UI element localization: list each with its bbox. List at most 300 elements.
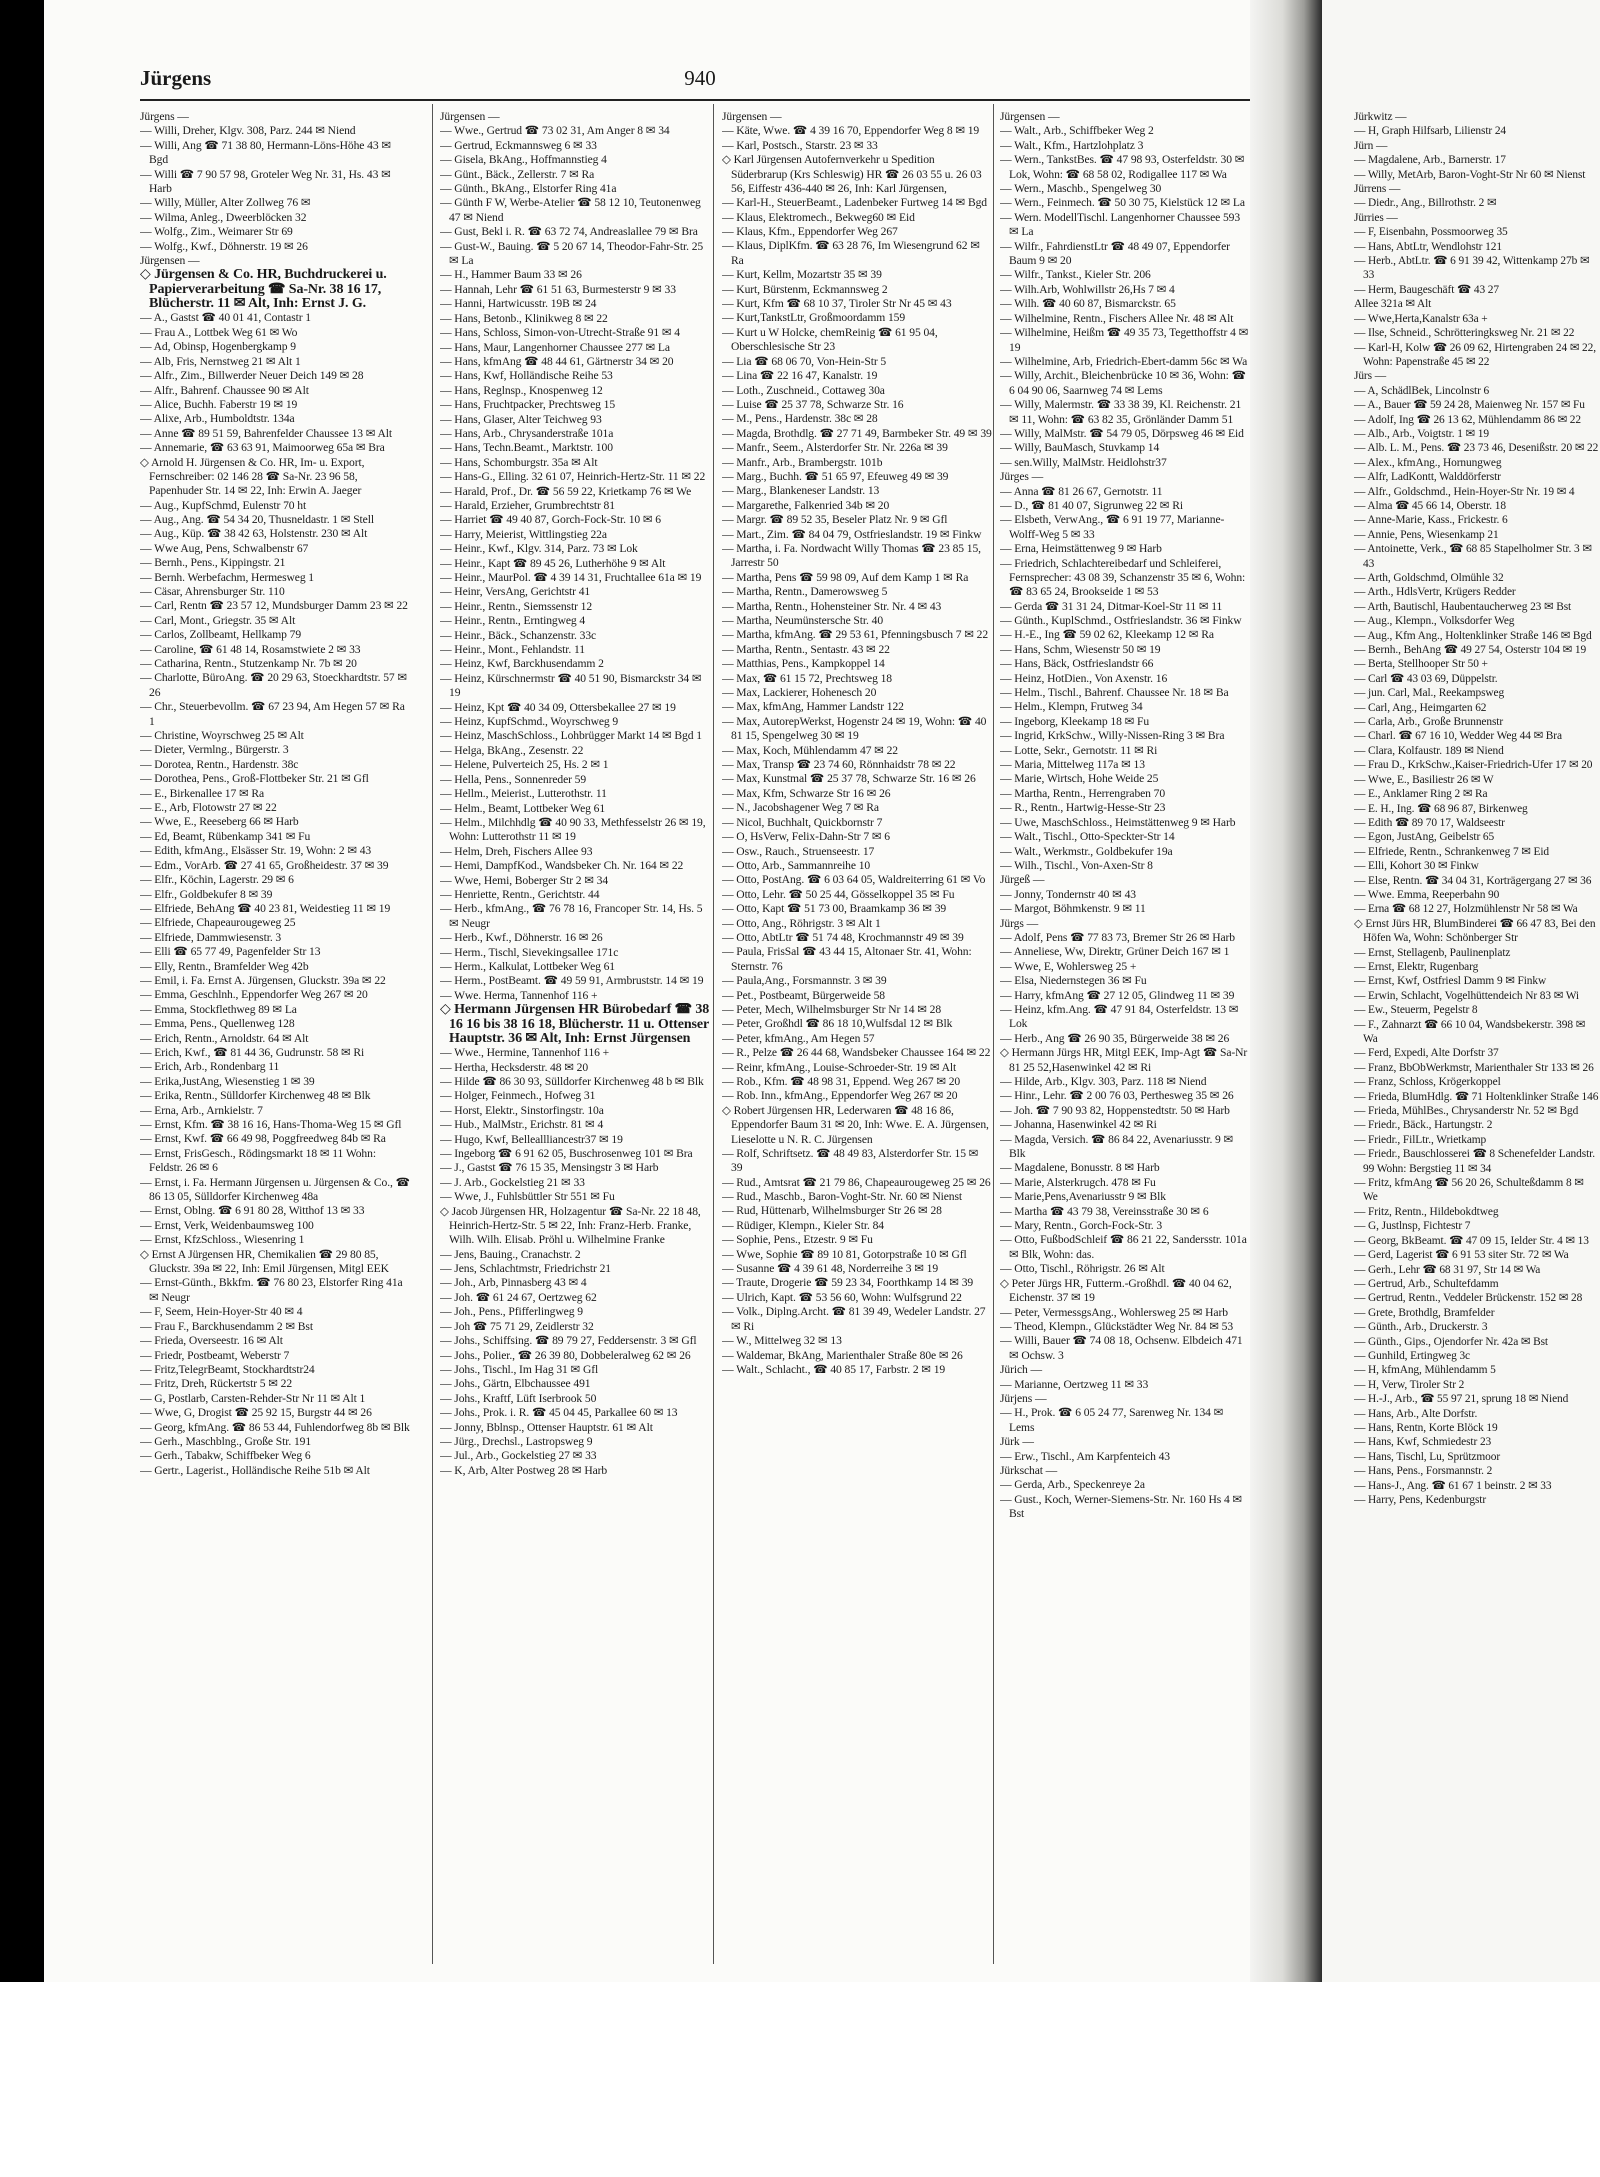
directory-entry: — Herb., kfmAng., ☎ 76 78 16, Francoper Str. 14, Hs. 5 ✉ Neugr <box>440 902 703 930</box>
directory-entry: — Johs., Gärtn, Elbchaussee 491 <box>440 1377 591 1391</box>
directory-entry: — Marg., Buchh. ☎ 51 65 97, Efeuweg 49 ✉ 39 <box>722 469 949 483</box>
directory-entry: — Gerh., Maschblng., Große Str. 191 <box>140 1434 312 1448</box>
directory-entry: — Ferd, Expedi, Alte Dorfstr 37 <box>1354 1047 1499 1060</box>
directory-entry: — Hans, Schloss, Simon-von-Utrecht-Straße 91 ✉ 4 <box>440 326 680 340</box>
directory-entry: — O, HsVerw, Felix-Dahn-Str 7 ✉ 6 <box>722 830 890 844</box>
directory-entry: — Johs., Tischl., Im Hag 31 ✉ Gfl <box>440 1362 599 1376</box>
directory-entry: — Willy, Malermstr. ☎ 33 38 39, Kl. Reichenstr. 21 ✉ 11, Wohn: ☎ 63 82 35, Grönländer Damm 51 <box>1000 398 1242 426</box>
directory-entry: — Bernh., Pens., Kippingstr. 21 <box>140 556 286 570</box>
directory-entry: — Alb. L. M., Pens. ☎ 23 73 46, Desenißstr. 20 ✉ 22 <box>1354 442 1599 455</box>
directory-entry: — Herb., Kwf., Döhnerstr. 16 ✉ 26 <box>440 931 603 945</box>
business-entry: ◇ Hermann Jürgs HR, Mitgl EEK, Imp-Agt ☎ Sa-Nr 81 25 52,Hasenwinkel 42 ✉ Ri <box>1000 1046 1248 1074</box>
directory-entry: — Günth., BkAng., Elstorfer Ring 41a <box>440 182 617 196</box>
directory-entry: — Gerh., Lehr ☎ 68 31 97, Str 14 ✉ Wa <box>1354 1263 1541 1276</box>
directory-column-1 <box>140 110 410 1960</box>
directory-entry: — Ingrid, KrkSchw., Willy-Nissen-Ring 3 ✉ Bra <box>1000 729 1225 743</box>
directory-entry: — Heinr., MaurPol. ☎ 4 39 14 31, Fruchtallee 61a ✉ 19 <box>440 571 702 584</box>
directory-entry: — Erna ☎ 68 12 27, Holzmühlenstr Nr 58 ✉ Wa <box>1354 903 1578 916</box>
directory-entry: — Georg, kfmAng. ☎ 86 53 44, Fuhlendorfweg 8b ✉ Blk <box>140 1420 410 1434</box>
directory-entry: — Johs., Schiffsing. ☎ 89 79 27, Feddersenstr. 3 ✉ Gfl <box>440 1334 697 1348</box>
directory-entry: — Jul., Arb., Gockelstieg 27 ✉ 33 <box>440 1449 597 1463</box>
directory-entry: — Annie, Pens, Wiesenkamp 21 <box>1354 528 1499 541</box>
directory-entry: — J., Gastst ☎ 76 15 35, Mensingstr 3 ✉ Harb <box>440 1161 659 1175</box>
directory-entry: — Gertrud, Eckmannsweg 6 ✉ 33 <box>440 138 597 152</box>
directory-entry: — Elly, Rentn., Bramfelder Weg 42b <box>140 959 309 973</box>
directory-entry: — Peter, Großhdl ☎ 86 18 10,Wulfsdal 12 ✉ Blk <box>722 1017 953 1031</box>
book-gutter <box>1250 0 1322 1982</box>
directory-entry: — Martha, Rentn., Sentastr. 43 ✉ 22 <box>722 642 890 656</box>
directory-entry: — Traute, Drogerie ☎ 59 23 34, Foorthkamp 14 ✉ 39 <box>722 1276 974 1290</box>
directory-entry: — Otto, Lehr. ☎ 50 25 44, Gösselkoppel 35 ✉ Fu <box>722 887 955 901</box>
header-rule <box>140 99 1250 101</box>
directory-entry: — Peter, VermessgsAng., Wohlersweg 25 ✉ Harb <box>1000 1305 1228 1319</box>
directory-entry: — Antoinette, Verk., ☎ 68 85 Stapelholmer Str. 3 ✉ 43 <box>1354 543 1592 570</box>
directory-entry: — Käte, Wwe. ☎ 4 39 16 70, Eppendorfer Weg 8 ✉ 19 <box>722 124 980 138</box>
directory-entry: — Ernst, Kwf. ☎ 66 49 98, Poggfreedweg 84b ✉ Ra <box>140 1132 386 1146</box>
directory-entry: — Wilfr., FahrdienstLtr ☎ 48 49 07, Eppendorfer Baum 9 ✉ 20 <box>1000 239 1230 268</box>
directory-entry: — Hans, Bäck, Ostfrieslandstr 66 <box>1000 657 1154 671</box>
directory-entry: — Rob., Kfm. ☎ 48 98 31, Eppend. Weg 267 ✉ 20 <box>722 1075 961 1088</box>
directory-entry: — Gertr., Lagerist., Holländische Reihe 51b ✉ Alt <box>140 1463 370 1477</box>
directory-entry: — Wilhelmine, Heißm ☎ 49 35 73, Tegetthoffstr 4 ✉ 19 <box>1000 326 1249 354</box>
directory-entry: — Otto, FußbodSchleif ☎ 86 21 22, Sandersstr. 101a ✉ Blk, Wohn: das. <box>1000 1233 1247 1261</box>
directory-entry: — Emma, Geschlnh., Eppendorfer Weg 267 ✉ 20 <box>140 988 368 1002</box>
directory-entry: — Hans-J., Ang. ☎ 61 67 1 beinstr. 2 ✉ 33 <box>1354 1479 1552 1492</box>
column-separator <box>993 104 994 1964</box>
directory-entry: — Heinr., Rentn., Siemssenstr 12 <box>440 599 593 613</box>
directory-entry: — H, Graph Hilfsarb, Lilienstr 24 <box>1354 125 1507 138</box>
directory-entry: — Otto, PostAng. ☎ 6 03 64 05, Waldreiterring 61 ✉ Vo <box>722 873 986 887</box>
directory-entry: — Dorothea, Pens., Groß-Flottbeker Str. 21 ✉ Gfl <box>140 772 369 786</box>
directory-entry: — Martha, Rentn., Hohensteiner Str. Nr. 4 ✉ 43 <box>722 599 942 613</box>
directory-entry: — Arth, Goldschmd, Olmühle 32 <box>1354 572 1504 584</box>
directory-entry: — Heinr., Kwf., Klgv. 314, Parz. 73 ✉ Lok <box>440 542 638 556</box>
directory-entry: — Dorotea, Rentn., Hardenstr. 38c <box>140 757 299 771</box>
directory-entry: — Günth., Arb., Druckerstr. 3 <box>1354 1321 1488 1334</box>
directory-entry: — Sophie, Pens., Etzestr. 9 ✉ Fu <box>722 1233 873 1247</box>
directory-entry: — Martha, Neumünstersche Str. 40 <box>722 614 884 627</box>
directory-entry: — Wilhelmine, Rentn., Fischers Allee Nr. 48 ✉ Alt <box>1000 311 1234 325</box>
directory-entry: — Herm., Tischl, Sievekingsallee 171c <box>440 945 619 959</box>
directory-entry: — Hans, Kwf, Schmiedestr 23 <box>1354 1436 1492 1449</box>
surname-heading: Jürjens — <box>1000 1391 1047 1405</box>
directory-entry: — Aug., Küp. ☎ 38 42 63, Holstenstr. 230 ✉ Alt <box>140 527 368 541</box>
directory-entry: — Hanni, Hartwicusstr. 19B ✉ 24 <box>440 297 597 311</box>
directory-entry: — Edm., VorArb. ☎ 27 41 65, Großheidestr. 37 ✉ 39 <box>140 858 389 872</box>
directory-entry: — Wern., Feinmech. ☎ 50 30 75, Kielstück 12 ✉ La <box>1000 196 1245 210</box>
directory-entry: — Johs., Polier., ☎ 26 39 80, Dobbeleralweg 62 ✉ 26 <box>440 1348 691 1362</box>
directory-entry: — Friedr., Bauschlosserei ☎ 8 Schenefelder Landstr. 99 Wohn: Bergstieg 11 ✉ 34 <box>1354 1148 1595 1175</box>
directory-entry: — Hans, kfmAng ☎ 48 44 61, Gärtnerstr 34 ✉ 20 <box>440 354 674 368</box>
directory-entry: — Willi, Bauer ☎ 74 08 18, Ochsenw. Elbdeich 471 ✉ Ochsw. 3 <box>1000 1334 1243 1362</box>
directory-entry: — Harry, Pens, Kedenburgstr <box>1354 1494 1487 1506</box>
directory-entry: — Luise ☎ 25 37 78, Schwarze Str. 16 <box>722 397 904 411</box>
directory-entry: — Alma ☎ 45 66 14, Oberstr. 18 <box>1354 499 1506 512</box>
directory-entry: — Harriet ☎ 49 40 87, Gorch-Fock-Str. 10 ✉ 6 <box>440 513 662 527</box>
directory-entry: — Joh. ☎ 7 90 93 82, Hoppenstedtstr. 50 ✉ Harb <box>1000 1103 1230 1117</box>
directory-entry: — Ingeborg ☎ 6 91 62 05, Buschrosenweg 101 ✉ Bra <box>440 1147 693 1161</box>
surname-heading: Jürgensen — <box>140 254 200 268</box>
directory-entry: — Joh., Pens., Pfifferlingweg 9 <box>440 1305 583 1319</box>
directory-entry: — Aug., KupfSchmd, Eulenstr 70 ht <box>140 498 307 512</box>
directory-entry: — Bernh., BehAng ☎ 49 27 54, Osterstr 104 ✉ 19 <box>1354 644 1587 657</box>
directory-entry: — Günth F W, Werbe-Atelier ☎ 58 12 10, Teutonenweg 47 ✉ Niend <box>440 196 701 224</box>
directory-entry: — K, Arb, Alter Postweg 28 ✉ Harb <box>440 1463 608 1477</box>
surname-heading: Jürich — <box>1000 1363 1043 1377</box>
directory-entry: — Else, Rentn. ☎ 34 04 31, Korträgergang 27 ✉ 36 <box>1354 874 1592 887</box>
directory-entry: — Diedr., Ang., Billrothstr. 2 ✉ <box>1354 197 1497 210</box>
directory-entry: — Günt., Bäck., Zellerstr. 7 ✉ Ra <box>440 167 595 181</box>
directory-entry: — Wilh.Arb, Wohlwillstr 26,Hs 7 ✉ 4 <box>1000 282 1175 296</box>
directory-entry: — Heinz, kfm.Ang. ☎ 47 91 84, Osterfeldstr. 13 ✉ Lok <box>1000 1002 1239 1031</box>
directory-entry: — Hinr., Lehr. ☎ 2 00 76 03, Perthesweg 35 ✉ 26 <box>1000 1089 1234 1103</box>
directory-entry: — Carlos, Zollbeamt, Hellkamp 79 <box>140 628 302 642</box>
directory-entry: — R., Pelze ☎ 26 44 68, Wandsbeker Chaussee 164 ✉ 22 <box>722 1046 991 1060</box>
directory-entry: — Wern., TankstBes. ☎ 47 98 93, Osterfeldstr. 30 ✉ Lok, Wohn: ☎ 68 58 02, Rodigallee 117 ✉ Wa <box>1000 153 1245 181</box>
directory-entry: — Cäsar, Ahrensburger Str. 110 <box>140 584 285 598</box>
directory-entry: — Max, kfmAng, Hammer Landstr 122 <box>722 700 904 714</box>
directory-entry: — F., Zahnarzt ☎ 66 10 04, Wandsbekerstr. 398 ✉ Wa <box>1354 1018 1586 1045</box>
book-page-right <box>1322 0 1600 1982</box>
directory-entry: — Frieda, MühlBes., Chrysanderstr Nr. 52 ✉ Bgd <box>1354 1105 1579 1118</box>
directory-entry: — Christine, Woyrschweg 25 ✉ Alt <box>140 729 304 743</box>
directory-entry: — Ingeborg, Kleekamp 18 ✉ Fu <box>1000 714 1150 728</box>
directory-entry: — Gerh., Tabakw, Schiffbeker Weg 6 <box>140 1449 311 1463</box>
directory-entry: — Walt., Kfm., Hartzlohplatz 3 <box>1000 138 1144 152</box>
directory-entry: — Catharina, Rentn., Stutzenkamp Nr. 7b ✉ 20 <box>140 657 357 670</box>
directory-entry: — Ernst, FrisGesch., Rödingsmarkt 18 ✉ 11 Wohn: Feldstr. 26 ✉ 6 <box>140 1146 376 1175</box>
directory-entry: — Willy, BauMasch, Stuvkamp 14 <box>1000 441 1160 455</box>
directory-entry: — Harald, Prof., Dr. ☎ 56 59 22, Krietkamp 76 ✉ We <box>440 484 692 498</box>
directory-entry: — Gerda ☎ 31 31 24, Ditmar-Koel-Str 11 ✉ 11 <box>1000 599 1223 613</box>
directory-entry: — Wwe, Hemi, Boberger Str 2 ✉ 34 <box>440 873 609 887</box>
directory-entry: — Lia ☎ 68 06 70, Von-Hein-Str 5 <box>722 354 887 368</box>
directory-entry: — Herb., AbtLtr. ☎ 6 91 39 42, Wittenkamp 27b ✉ 33 <box>1354 255 1590 282</box>
surname-heading: Jürries — <box>1354 211 1398 224</box>
directory-entry: — Rud, Hüttenarb, Wilhelmsburger Str 26 ✉ 28 <box>722 1204 942 1218</box>
directory-entry: — Otto, Kapt ☎ 51 73 00, Braamkamp 36 ✉ 39 <box>722 902 947 916</box>
directory-entry: — Erwin, Schlacht, Vogelhüttendeich Nr 83 ✉ Wi <box>1354 989 1579 1002</box>
directory-entry: — Gust, Bekl i. R. ☎ 63 72 74, Andreaslallee 79 ✉ Bra <box>440 225 698 239</box>
directory-entry: — Hans, Kwf, Holländische Reihe 53 <box>440 369 613 383</box>
directory-entry: — Martha, Pens ☎ 59 98 09, Auf dem Kamp 1 ✉ Ra <box>722 570 969 584</box>
directory-entry: — Wolfg., Zim., Weimarer Str 69 <box>140 225 293 239</box>
directory-entry: — Hans, Arb., Alte Dorfstr. <box>1354 1407 1478 1420</box>
directory-entry: — R., Rentn., Hartwig-Hesse-Str 23 <box>1000 801 1166 815</box>
directory-entry: — Marie,Pens,Avenariusstr 9 ✉ Blk <box>1000 1190 1166 1204</box>
directory-entry: — Mary, Rentn., Gorch-Fock-Str. 3 <box>1000 1219 1163 1233</box>
directory-entry: — Otto, Tischl., Röhrigstr. 26 ✉ Alt <box>1000 1262 1165 1276</box>
directory-entry: — Wwe, G, Drogist ☎ 25 92 15, Burgstr 44 ✉ 26 <box>140 1406 372 1420</box>
directory-entry: — Martha, kfmAng. ☎ 29 53 61, Pfenningsbusch 7 ✉ 22 <box>722 628 989 642</box>
directory-entry: — Hans, Arb., Chrysanderstraße 101a <box>440 426 614 440</box>
directory-entry: — Erich, Rentn., Arnoldstr. 64 ✉ Alt <box>140 1031 309 1045</box>
directory-entry: — Herb., Ang ☎ 26 90 35, Bürgerweide 38 ✉ 26 <box>1000 1031 1230 1045</box>
directory-entry: — Emma, Pens., Quellenweg 128 <box>140 1017 295 1031</box>
directory-entry: — Ernst-Günth., Bkkfm. ☎ 76 80 23, Elstorfer Ring 41a ✉ Neugr <box>140 1276 403 1304</box>
directory-entry: — Hella, Pens., Sonnenreder 59 <box>440 772 587 786</box>
directory-entry: — H.-E., Ing ☎ 59 02 62, Kleekamp 12 ✉ Ra <box>1000 628 1214 642</box>
directory-entry: — Jonny, Tondernstr 40 ✉ 43 <box>1000 887 1136 901</box>
directory-entry: — Ernst, KfzSchloss., Wiesenring 1 <box>140 1233 305 1247</box>
directory-entry: — Heinz, Kürschnermstr ☎ 40 51 90, Bismarckstr 34 ✉ 19 <box>440 671 702 700</box>
directory-entry: — Erw., Tischl., Am Karpfenteich 43 <box>1000 1449 1170 1463</box>
directory-entry: — Carl, Mont., Griegstr. 35 ✉ Alt <box>140 613 296 627</box>
directory-entry: — Hans, Glaser, Alter Teichweg 93 <box>440 412 602 426</box>
directory-entry: — Helm., Milchhdlg ☎ 40 90 33, Methfesselstr 26 ✉ 19, Wohn: Lutterothstr 11 ✉ 19 <box>440 815 706 844</box>
directory-entry: — Friedr, Postbeamt, Weberstr 7 <box>140 1348 290 1362</box>
directory-entry: — Erich, Kwf., ☎ 81 44 36, Gudrunstr. 58 ✉ Ri <box>140 1045 365 1059</box>
directory-entry: — Heinz, KupfSchmd., Woyrschweg 9 <box>440 715 619 729</box>
directory-entry: — Waldemar, BkAng, Marienthaler Straße 80e ✉ 26 <box>722 1348 963 1362</box>
directory-entry: — Elfr., Köchin, Lagerstr. 29 ✉ 6 <box>140 873 294 887</box>
directory-entry: — Nicol, Buchhalt, Quickbornstr 7 <box>722 815 883 829</box>
business-entry: ◇ Hermann Jürgensen HR Bürobedarf ☎ 38 16 16 bis 38 16 18, Blücherstr. 11 u. Ottenser Hauptstr. 36 ✉ Alt, Inh: Ernst Jürgensen <box>440 1003 710 1046</box>
directory-entry: — Heinz, MaschSchloss., Lohbrügger Markt 14 ✉ Bgd 1 <box>440 729 702 743</box>
directory-entry: — Edith, kfmAng., Elsässer Str. 19, Wohn: 2 ✉ 43 <box>140 844 372 858</box>
business-entry: ◇ Jacob Jürgensen HR, Holzagentur ☎ Sa-Nr. 22 18 48, Heinrich-Hertz-Str. 5 ✉ 22, Inh: Franz-Herb. Franke, Wilh. Wilh. Elisab. Pröhl u. Wilhelmine Franke <box>440 1204 701 1247</box>
directory-entry: — Manfr., Arb., Brambergstr. 101b <box>722 455 883 469</box>
directory-entry: — E., Birkenallee 17 ✉ Ra <box>140 786 265 800</box>
directory-entry: — Friedr., FilLtr., Wrietkamp <box>1354 1133 1487 1146</box>
directory-entry: — Henriette, Rentn., Gerichtstr. 44 <box>440 887 600 901</box>
directory-entry: — Rob. Inn., kfmAng., Eppendorfer Weg 267 ✉ 20 <box>722 1089 958 1103</box>
directory-entry: — Walt., Schlacht., ☎ 40 85 17, Farbstr. 2 ✉ 19 <box>722 1362 946 1376</box>
directory-entry: — Hilde ☎ 86 30 93, Sülldorfer Kirchenweg 48 b ✉ Blk <box>440 1075 704 1088</box>
directory-entry: — Peter, Mech, Wilhelmsburger Str Nr 14 ✉ 28 <box>722 1002 942 1016</box>
directory-entry: — Helm., Beamt, Lottbeker Weg 61 <box>440 801 606 815</box>
column-separator <box>432 104 433 1964</box>
directory-entry: — Elfriede, Rentn., Schrankenweg 7 ✉ Eid <box>1354 845 1550 858</box>
directory-entry: — Kurt, Bürstenm, Eckmannsweg 2 <box>722 282 888 296</box>
directory-entry: — jun. Carl, Mal., Reekampsweg <box>1354 687 1505 700</box>
directory-entry: — Fritz, Dreh, Rückertstr 5 ✉ 22 <box>140 1377 293 1391</box>
directory-entry: — Alixe, Arb., Humboldtstr. 134a <box>140 412 295 426</box>
directory-entry: — Fritz, kfmAng ☎ 56 20 26, Schulteßdamm 8 ✉ We <box>1354 1177 1584 1204</box>
directory-entry: — Carl, Rentn ☎ 23 57 12, Mundsburger Damm 23 ✉ 22 <box>140 599 408 613</box>
right-page-column <box>1354 110 1600 1960</box>
directory-entry: — Wilhelmine, Arb, Friedrich-Ebert-damm 56c ✉ Wa <box>1000 354 1248 368</box>
directory-entry: — Otto, Arb., Sammannreihe 10 <box>722 858 871 872</box>
directory-entry: — Heinr., Bäck., Schanzenstr. 33c <box>440 628 597 642</box>
directory-entry: — Wern., Maschb., Spengelweg 30 <box>1000 182 1162 196</box>
directory-entry: — E., Arb, Flotowstr 27 ✉ 22 <box>140 801 277 815</box>
directory-entry: — Franz, Schloss, Krögerkoppel <box>1354 1076 1501 1089</box>
directory-entry: — Elfriede, Chapeaurougeweg 25 <box>140 916 296 930</box>
surname-heading: Jürgensen — <box>1000 110 1060 123</box>
directory-entry: — Paula, FrisSal ☎ 43 44 15, Altonaer Str. 41, Wohn: Sternstr. 76 <box>722 945 972 973</box>
directory-entry: — Emma, Stockflethweg 89 ✉ La <box>140 1002 297 1016</box>
directory-entry: — Margarethe, Falkenried 34b ✉ 20 <box>722 498 890 512</box>
directory-entry: — Alfr., Goldschmd., Hein-Hoyer-Str Nr. 19 ✉ 4 <box>1354 485 1575 498</box>
directory-entry: — Herm., PostBeamt. ☎ 49 59 91, Armbruststr. 14 ✉ 19 <box>440 974 704 988</box>
surname-heading: Allee 321a ✉ Alt <box>1354 298 1432 311</box>
directory-entry: — H, kfmAng, Mühlendamm 5 <box>1354 1364 1496 1377</box>
directory-entry: — Fritz, Rentn., Hildebokdtweg <box>1354 1205 1499 1218</box>
business-entry: ◇ Arnold H. Jürgensen & Co. HR, Im- u. Export, Fernschreiber: 02 146 28 ☎ Sa-Nr. 23 96 58, Papenhuder Str. 14 ✉ 22, Inh: Erwin A. Jaeger <box>140 455 365 498</box>
surname-heading: Jürs — <box>1354 370 1386 383</box>
directory-entry: — Susanne ☎ 4 39 61 48, Norderreihe 3 ✉ 19 <box>722 1262 939 1276</box>
directory-entry: — Herm., Kalkulat, Lottbeker Weg 61 <box>440 959 616 973</box>
directory-entry: — Harry, Meierist, Wittlingstieg 22a <box>440 527 607 541</box>
surname-heading: Jürgs — <box>1000 916 1039 930</box>
directory-entry: — Osw., Rauch., Struenseestr. 17 <box>722 844 875 858</box>
directory-entry: — Carl, Ang., Heimgarten 62 <box>1354 701 1487 714</box>
directory-entry: — Elfriede, BehAng ☎ 40 23 81, Weidestieg 11 ✉ 19 <box>140 901 391 915</box>
directory-entry: — Frieda, Overseestr. 16 ✉ Alt <box>140 1334 283 1348</box>
directory-entry: — Joh. ☎ 61 24 67, Oertzweg 62 <box>440 1290 597 1304</box>
directory-entry: — H., Hammer Baum 33 ✉ 26 <box>440 268 582 282</box>
directory-entry: — Walt., Arb., Schiffbeker Weg 2 <box>1000 124 1154 138</box>
directory-entry: — Matthias, Pens., Kampkoppel 14 <box>722 657 885 671</box>
directory-entry: — Heinz, Kwf, Barckhusendamm 2 <box>440 657 604 671</box>
directory-entry: — F, Seem, Hein-Hoyer-Str 40 ✉ 4 <box>140 1305 303 1319</box>
directory-entry: — Klaus, Elektromech., Bekweg60 ✉ Eid <box>722 210 915 224</box>
directory-entry: — Gisela, BkAng., Hoffmannstieg 4 <box>440 153 607 167</box>
directory-entry: — Jens, Schlachtmstr, Friedrichstr 21 <box>440 1262 612 1276</box>
directory-entry: — Hans, Betonb., Klinikweg 8 ✉ 22 <box>440 311 608 325</box>
directory-entry: — Aug., Klempn., Volksdorfer Weg <box>1354 615 1515 628</box>
directory-entry: — Ulrich, Kapt. ☎ 53 56 60, Wohn: Wulfsgrund 22 <box>722 1290 962 1304</box>
directory-entry: — Annemarie, ☎ 63 63 91, Maimoorweg 65a ✉ Bra <box>140 441 385 455</box>
surname-heading: Jürgensen — <box>722 110 782 123</box>
directory-entry: — Lina ☎ 22 16 47, Kanalstr. 19 <box>722 369 878 383</box>
directory-entry: — Willy, Müller, Alter Zollweg 76 ✉ <box>140 196 311 210</box>
directory-entry: — Hans, Maur, Langenhorner Chaussee 277 ✉ La <box>440 340 670 354</box>
running-head: Jürgens <box>140 66 212 90</box>
directory-entry: — Hans, Schomburgstr. 35a ✉ Alt <box>440 455 598 469</box>
directory-entry: — Wilh. ☎ 40 60 87, Bismarckstr. 65 <box>1000 297 1176 311</box>
directory-entry: — Heinr., Kapt ☎ 89 45 26, Lutherhöhe 9 ✉ Alt <box>440 556 666 570</box>
directory-entry: — Wwe., Hermine, Tannenhof 116 + <box>440 1046 610 1060</box>
directory-column-2 <box>440 110 710 1960</box>
directory-entry: — Frieda, BlumHdlg. ☎ 71 Holtenklinker Straße 146 <box>1354 1090 1599 1103</box>
directory-entry: — Marie, Wirtsch, Hohe Weide 25 <box>1000 772 1159 786</box>
directory-entry: — Gerda, Arb., Speckenreye 2a <box>1000 1478 1145 1492</box>
directory-entry: — Magda, Brothdlg. ☎ 27 71 49, Barmbeker Str. 49 ✉ 39 <box>722 426 992 440</box>
directory-entry: — Magdalene, Arb., Barnerstr. 17 <box>1354 154 1506 167</box>
directory-entry: — Hertha, Hecksderstr. 48 ✉ 20 <box>440 1060 589 1074</box>
directory-entry: — M., Pens., Hardenstr. 38c ✉ 28 <box>722 412 878 426</box>
directory-entry: — Helga, BkAng., Zesenstr. 22 <box>440 743 584 757</box>
directory-entry: — Elfriede, Dammwiesenstr. 3 <box>140 930 282 944</box>
directory-entry: — Ernst, Kfm. ☎ 38 16 16, Hans-Thoma-Weg 15 ✉ Gfl <box>140 1118 402 1131</box>
directory-entry: — F, Eisenbahn, Possmoorweg 35 <box>1354 226 1508 239</box>
directory-entry: — Elsbeth, VerwAng., ☎ 6 91 19 77, Marianne-Wolff-Weg 5 ✉ 33 <box>1000 513 1225 541</box>
directory-entry: — Heinz, Kpt ☎ 40 34 09, Ottersbekallee 27 ✉ 19 <box>440 700 676 714</box>
directory-entry: — Peter, kfmAng., Am Hegen 57 <box>722 1031 875 1045</box>
directory-entry: — Grete, Brothdlg, Bramfelder <box>1354 1306 1495 1319</box>
directory-entry: — Franz, BbObWerkmstr, Marienthaler Str 133 ✉ 26 <box>1354 1061 1594 1074</box>
directory-entry: — Karl-H, Kolw ☎ 26 09 62, Hirtengraben 24 ✉ 22, Wohn: Papenstraße 45 ✉ 22 <box>1354 341 1596 368</box>
directory-entry: — Erika,JustAng, Wiesenstieg 1 ✉ 39 <box>140 1074 315 1088</box>
directory-entry: — Adolf, Pens ☎ 77 83 73, Bremer Str 26 ✉ Harb <box>1000 930 1235 944</box>
directory-entry: — Ad, Obinsp, Hogenbergkamp 9 <box>140 340 296 354</box>
directory-entry: — Magda, Versich. ☎ 86 84 22, Avenariusstr. 9 ✉ Blk <box>1000 1132 1234 1161</box>
directory-entry: — Hans, AbtLtr, Wendlohstr 121 <box>1354 240 1502 253</box>
directory-entry: — Edith ☎ 89 70 17, Waldseestr <box>1354 816 1505 829</box>
directory-entry: — Erna, Arb., Arnkielstr. 7 <box>140 1103 263 1117</box>
directory-entry: — Anne ☎ 89 51 59, Bahrenfelder Chaussee 13 ✉ Alt <box>140 426 393 440</box>
directory-entry: — Alfr., Zim., Billwerder Neuer Deich 149 ✉ 28 <box>140 369 364 383</box>
surname-heading: Jürgensen — <box>440 110 500 123</box>
directory-entry: — Hannah, Lehr ☎ 61 51 63, Burmesterstr 9 ✉ 33 <box>440 282 676 296</box>
directory-entry: — Wwe Aug, Pens, Schwalbenstr 67 <box>140 541 309 555</box>
directory-entry: — Maria, Mittelweg 117a ✉ 13 <box>1000 758 1145 772</box>
directory-entry: — Joh ☎ 75 71 29, Zeidlerstr 32 <box>440 1319 594 1333</box>
directory-entry: — H., Prok. ☎ 6 05 24 77, Sarenweg Nr. 134 ✉ Lems <box>1000 1406 1224 1434</box>
directory-entry: — Carla, Arb., Große Brunnenstr <box>1354 716 1504 729</box>
directory-entry: — Dieter, Vermlng., Bürgerstr. 3 <box>140 743 289 757</box>
directory-entry: — Alfr, LadKontt, Walddörferstr <box>1354 471 1501 484</box>
directory-entry: — Johs., Prok. i. R. ☎ 45 04 45, Parkallee 60 ✉ 13 <box>440 1406 678 1420</box>
directory-entry: — Aug., Kfm Ang., Holtenklinker Straße 146 ✉ Bgd <box>1354 629 1592 642</box>
directory-entry: — Arth., HdlsVertr, Krügers Redder <box>1354 586 1516 599</box>
directory-entry: — Alb., Arb., Voigtstr. 1 ✉ 19 <box>1354 427 1489 440</box>
directory-entry: — Theod, Klempn., Glückstädter Weg Nr. 84 ✉ 53 <box>1000 1319 1234 1333</box>
directory-entry: — Ew., Steuerm, Pegelstr 8 <box>1354 1004 1478 1017</box>
directory-entry: — Willi, Dreher, Klgv. 308, Parz. 244 ✉ Niend <box>140 124 356 138</box>
directory-entry: — Elli ☎ 65 77 49, Pagenfelder Str 13 <box>140 945 321 959</box>
directory-entry: — Max, Lackierer, Hohenesch 20 <box>722 686 877 700</box>
directory-entry: — Adolf, Ing ☎ 26 13 62, Mühlendamm 86 ✉ 22 <box>1354 413 1581 426</box>
directory-entry: — Elsa, Niedernstegen 36 ✉ Fu <box>1000 974 1147 988</box>
directory-entry: — E. H., Ing. ☎ 68 96 87, Birkenweg <box>1354 802 1528 815</box>
directory-entry: — Max, ☎ 61 15 72, Prechtsweg 18 <box>722 671 892 685</box>
directory-entry: — Kurt, Kellm, Mozartstr 35 ✉ 39 <box>722 268 882 282</box>
directory-entry: — Wilma, Anleg., Dweerblöcken 32 <box>140 210 307 224</box>
directory-entry: — Marianne, Oertzweg 11 ✉ 33 <box>1000 1377 1149 1391</box>
directory-entry: — Wwe., Gertrud ☎ 73 02 31, Am Anger 8 ✉ 34 <box>440 124 670 138</box>
directory-entry: — Heinr., Rentn., Erntingweg 4 <box>440 614 586 628</box>
directory-entry: — Willy, Archit., Bleichenbrücke 10 ✉ 36, Wohn: ☎ 6 04 90 06, Saarnweg 74 ✉ Lems <box>1000 369 1246 397</box>
directory-entry: — Friedr., Bäck., Hartungstr. 2 <box>1354 1119 1493 1132</box>
directory-entry: — Loth., Zuschneid., Cottaweg 30a <box>722 383 885 397</box>
directory-entry: — Hans, Reglnsp., Knospenweg 12 <box>440 383 603 397</box>
page-number: 940 <box>684 66 716 90</box>
directory-entry: — Reinr, kfmAng., Louise-Schroeder-Str. 19 ✉ Alt <box>722 1060 957 1074</box>
directory-entry: — Wolfg., Kwf., Döhnerstr. 19 ✉ 26 <box>140 239 308 253</box>
directory-entry: — Rolf, Schriftsetz. ☎ 48 49 83, Alsterdorfer Str. 15 ✉ 39 <box>722 1146 979 1175</box>
directory-entry: — Willy, MetArb, Baron-Voght-Str Nr 60 ✉ Nienst <box>1354 168 1586 181</box>
directory-entry: — Hans, Rentn, Korte Blöck 19 <box>1354 1421 1498 1434</box>
directory-entry: — Wwe. Emma, Reeperbahn 90 <box>1354 888 1500 901</box>
directory-entry: — Wwe. Herma, Tannenhof 116 + <box>440 988 598 1002</box>
directory-entry: — Ernst, i. Fa. Hermann Jürgensen u. Jürgensen & Co., ☎ 86 13 05, Sülldorfer Kirchenweg 48a <box>140 1175 410 1204</box>
directory-entry: — Frau D., KrkSchw.,Kaiser-Friedrich-Ufer 17 ✉ 20 <box>1354 759 1593 772</box>
directory-entry: — Max, Transp ☎ 23 74 60, Rönnhaidstr 78 ✉ 22 <box>722 758 956 772</box>
directory-entry: — Uwe, MaschSchloss., Heimstättenweg 9 ✉ Harb <box>1000 815 1236 829</box>
directory-entry: — Marie, Alsterkrugch. 478 ✉ Fu <box>1000 1175 1156 1189</box>
directory-entry: — Wilfr., Tankst., Kieler Str. 206 <box>1000 268 1151 282</box>
directory-column-4 <box>1000 110 1250 1960</box>
directory-entry: — Wwe, E, Wohlersweg 25 + <box>1000 959 1137 973</box>
directory-entry: — H, Verw, Tiroler Str 2 <box>1354 1378 1465 1391</box>
directory-entry: — A, SchädlBek, Lincolnstr 6 <box>1354 384 1490 397</box>
directory-entry: — N., Jacobshagener Weg 7 ✉ Ra <box>722 801 879 815</box>
directory-entry: — H.-J., Arb., ☎ 55 97 21, sprung 18 ✉ Niend <box>1354 1393 1569 1406</box>
directory-entry: — Hans, Tischl, Lu, Sprützmoor <box>1354 1450 1501 1463</box>
directory-entry: — Elli, Kohort 30 ✉ Finkw <box>1354 860 1479 873</box>
directory-entry: — Gerd, Lagerist ☎ 6 91 53 siter Str. 72 ✉ Wa <box>1354 1249 1569 1262</box>
directory-entry: — G, Postlarb, Carsten-Rehder-Str Nr 11 ✉ Alt 1 <box>140 1391 366 1405</box>
directory-entry: — Egon, JustAng, Geibelstr 65 <box>1354 831 1495 844</box>
directory-entry: — Martha, Rentn., Herrengraben 70 <box>1000 786 1166 800</box>
directory-entry: — Chr., Steuerbevollm. ☎ 67 23 94, Am Hegen 57 ✉ Ra 1 <box>140 700 405 728</box>
directory-entry: — Hans, Schm, Wiesenstr 50 ✉ 19 <box>1000 642 1161 656</box>
business-entry: ◇ Karl Jürgensen Autofernverkehr u Spedition Süderbrarup (Krs Schleswig) HR ☎ 26 03 55 u. 26 03 56, Eiffestr 436-440 ✉ 26, Inh: Karl Jürgensen, <box>722 153 982 196</box>
directory-entry: — Gust-W., Bauing. ☎ 5 20 67 14, Theodor-Fahr-Str. 25 ✉ La <box>440 239 704 268</box>
